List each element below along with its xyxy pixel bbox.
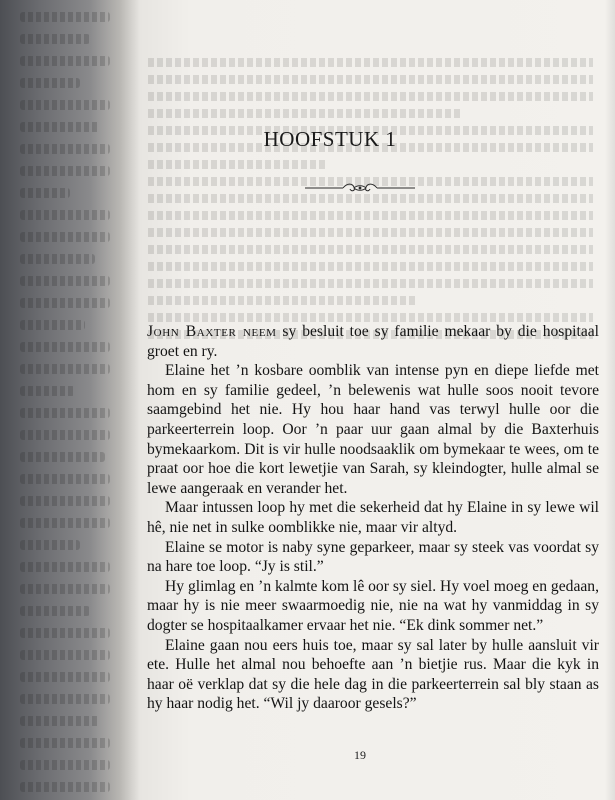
chapter-title: HOOFSTUK 1 bbox=[263, 127, 397, 151]
paragraph: Elaine se motor is naby syne geparkeer, maar sy steek vas voordat sy na hare toe loop. “Jy is stil.” bbox=[147, 538, 599, 576]
flourish-ornament-icon bbox=[305, 180, 415, 196]
paragraph: Hy glimlag en ’n kalmte kom lê oor sy siel. Hy voel moeg en gedaan, maar hy is nie meer swaarmoedig nie, nie na wat hy vanmiddag in sy dogter se hospitaalkamer ervaar het nie. “Ek dink sommer net.” bbox=[147, 577, 599, 634]
page-number: 19 bbox=[354, 748, 366, 762]
chapter-body bbox=[147, 322, 599, 714]
paragraph-text: sy besluit toe sy familie mekaar by die hospitaal groet en ry. bbox=[147, 323, 599, 360]
paragraph: Elaine gaan nou eers huis toe, maar sy sal later by hulle aansluit vir ete. Hulle het almal nou behoefte aan ’n bietjie rus. Maar die kyk in haar oë verklap dat sy die hele dag in die parkeerterrein sal bly staan as hy haar nodig het. “Wil jy daaroor gesels?” bbox=[147, 636, 599, 713]
paragraph bbox=[147, 322, 599, 361]
page-edge-shadow bbox=[605, 0, 615, 800]
paragraph-lead: John Baxter neem bbox=[147, 323, 277, 340]
paragraph: Maar intussen loop hy met die sekerheid dat hy Elaine in sy lewe wil hê, nie net in sulke oomblikke nie, maar vir altyd. bbox=[147, 499, 599, 536]
paragraph: Elaine het ’n kosbare oomblik van intense pyn en diepe liefde met hom en sy familie gedeel, ’n belewenis wat hulle soos nooit tevore saamgebind het nie. Hy hou haar hand vas terwyl hulle oor die parkeerterrein loop. Oor ’n paar uur gaan almal by die Baxterhuis bymekaarkom. Dit is vir hulle noodsaaklik om bymekaar te wees, om te praat oor hoe die kort lewetjie van Sarah, sy kleindogter, hulle almal se lewe aangeraak en verander het. bbox=[147, 362, 599, 497]
